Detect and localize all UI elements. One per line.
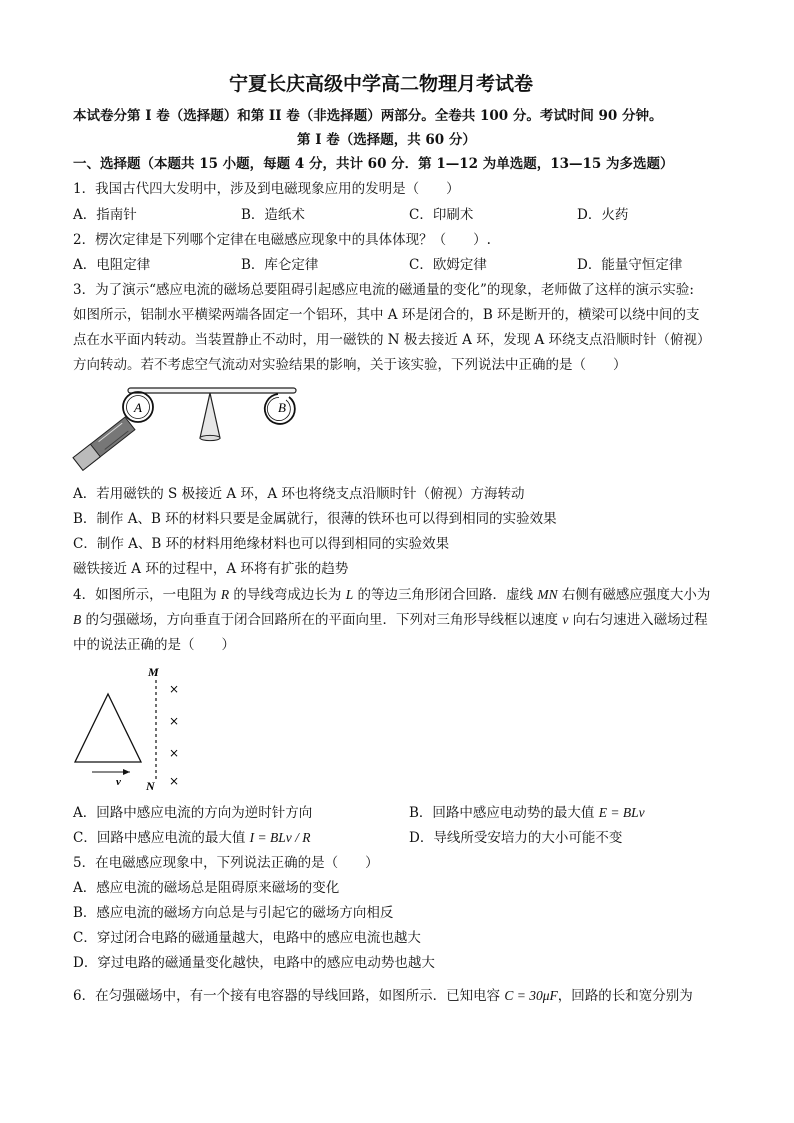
label-n: N [146, 779, 155, 793]
q4-option-b: B．回路中感应电动势的最大值 E = BLv [409, 805, 645, 821]
q2-option-a: A．电阻定律 [73, 257, 151, 273]
triangle-loop [75, 694, 141, 762]
ring-a-label: A [134, 400, 142, 415]
exam-intro: 本试卷分第 I 卷（选择题）和第 II 卷（非选择题）两部分。全卷共 100 分。考试时间 90 分钟。 [73, 108, 663, 124]
q1-option-a: A．指南针 [73, 207, 137, 223]
label-v: v [116, 776, 121, 788]
pivot-support [200, 393, 220, 438]
q4-stem-line-3: 中的说法正确的是（ ） [73, 637, 235, 653]
q6-stem: 6．在匀强磁场中，有一个接有电容器的导线回路，如图所示．已知电容 C = 30μF，回路的长和宽分别为 [73, 988, 693, 1004]
q1-option-d: D．火药 [577, 207, 629, 223]
ring-b-label: B [278, 400, 286, 415]
field-mark: × [168, 714, 180, 728]
q3-stem-line-2: 如图所示，铝制水平横梁两端各固定一个铝环，其中 A 环是闭合的，B 环是断开的，横梁可以绕中间的支 [73, 307, 700, 323]
q3-stem-line-4: 方向转动。若不考虑空气流动对实验结果的影响，关于该实验，下列说法中正确的是（ ） [73, 357, 627, 373]
q3-figure [70, 380, 310, 475]
q3-option-c: C．制作 A、B 环的材料用绝缘材料也可以得到相同的实验效果 [73, 536, 450, 552]
q2-option-d: D．能量守恒定律 [577, 257, 683, 273]
part1-heading: 第 I 卷（选择题，共 60 分） [297, 132, 476, 148]
exam-title: 宁夏长庆高级中学高二物理月考试卷 [229, 73, 534, 95]
q3-option-d: 磁铁接近 A 环的过程中，A 环将有扩张的趋势 [73, 561, 349, 577]
aluminum-beam [128, 388, 296, 393]
q2-stem: 2．楞次定律是下列哪个定律在电磁感应现象中的具体体现？（ ）. [73, 232, 491, 248]
label-m: M [148, 665, 159, 679]
q5-option-c: C．穿过闭合电路的磁通量越大，电路中的感应电流也越大 [73, 930, 421, 946]
q4-option-d: D．导线所受安培力的大小可能不变 [409, 830, 623, 846]
q5-option-b: B．感应电流的磁场方向总是与引起它的磁场方向相反 [73, 905, 394, 921]
field-mark: × [168, 746, 180, 760]
q3-stem-line-1: 3．为了演示“感应电流的磁场总要阻碍引起感应电流的磁通量的变化”的现象，老师做了这样的演示实验: [73, 282, 694, 298]
q1-option-b: B．造纸术 [241, 207, 305, 223]
q2-option-b: B．库仑定律 [241, 257, 319, 273]
section1-heading: 一、选择题（本题共 15 小题，每题 4 分，共计 60 分．第 1—12 为单选题，13—15 为多选题） [73, 156, 674, 172]
q4-figure [70, 664, 200, 792]
q4-option-a: A．回路中感应电流的方向为逆时针方向 [73, 805, 313, 821]
q1-option-c: C．印刷术 [409, 207, 474, 223]
q4-stem-line-1: 4．如图所示，一电阻为 R 的导线弯成边长为 L 的等边三角形闭合回路．虚线 MN 右侧有磁感应强度大小为 [73, 587, 711, 603]
q5-stem: 5．在电磁感应现象中，下列说法正确的是（ ） [73, 855, 379, 871]
q4-stem-line-2: B 的匀强磁场，方向垂直于闭合回路所在的平面向里．下列对三角形导线框以速度 v 向右匀速进入磁场过程 [73, 612, 708, 628]
q3-option-a: A．若用磁铁的 S 极接近 A 环，A 环也将绕支点沿顺时针（俯视）方海转动 [73, 486, 525, 502]
field-mark: × [168, 774, 180, 788]
q2-option-c: C．欧姆定律 [409, 257, 487, 273]
field-mark: × [168, 682, 180, 696]
q3-stem-line-3: 点在水平面内转动。当装置静止不动时，用一磁铁的 N 极去接近 A 环，发现 A 环绕支点沿顺时针（俯视） [73, 332, 711, 348]
q1-stem: 1．我国古代四大发明中，涉及到电磁现象应用的发明是（ ） [73, 181, 460, 197]
q3-option-b: B．制作 A、B 环的材料只要是金属就行，很薄的铁环也可以得到相同的实验效果 [73, 511, 557, 527]
q4-option-c: C．回路中感应电流的最大值 I = BLv / R [73, 830, 311, 846]
q5-option-a: A．感应电流的磁场总是阻碍原来磁场的变化 [73, 880, 340, 896]
q5-option-d: D．穿过电路的磁通量变化越快，电路中的感应电动势也越大 [73, 955, 435, 971]
bar-magnet-icon [73, 417, 135, 470]
